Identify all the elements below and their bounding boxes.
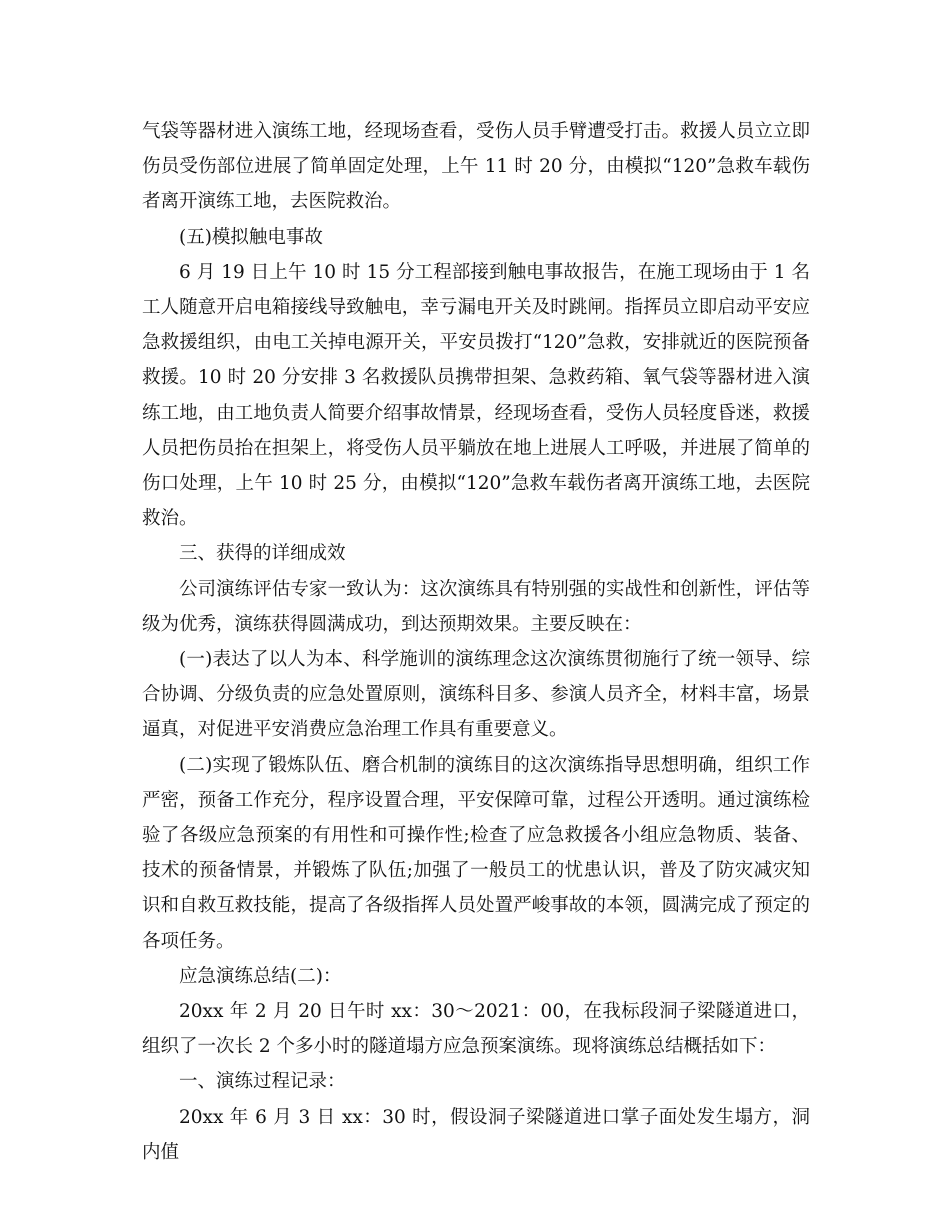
paragraph-result-two: (二)实现了锻炼队伍、磨合机制的演练目的这次演练指导思想明确，组织工作严密，预备工作充分，程序设置合理，平安保障可靠，过程公开透明。通过演练检验了各级应急预案的有用性和可操作性;检查了应急救援各小组应急物质、装备、技术的预备情景，并锻炼了队伍;加强了一般员工的忧患认识，普及了防灾减灾知识和自救互救技能，提高了各级指挥人员处置严峻事故的本领，圆满完成了预定的各项任务。 xyxy=(142,754,810,952)
paragraph-rescue-continued: 气袋等器材进入演练工地，经现场查看，受伤人员手臂遭受打击。救援人员立立即伤员受伤部位进展了简单固定处理，上午 11 时 20 分，由模拟“120”急救车载伤者离开演练工地，去医院救治。 xyxy=(142,121,810,213)
paragraph-summary-intro: 20xx 年 2 月 20 日午时 xx：30～2021：00，在我标段洞子梁隧道进口，组织了一次长 2 个多小时的隧道塌方应急预案演练。现将演练总结概括如下： xyxy=(142,1001,810,1058)
paragraph-result-one: (一)表达了以人为本、科学施训的演练理念这次演练贯彻施行了统一领导、综合协调、分级负责的应急处置原则，演练科目多、参演人员齐全，材料丰富，场景逼真，对促进平安消费应急治理工作具有重要意义。 xyxy=(142,649,810,741)
heading-summary-two: 应急演练总结(二)： xyxy=(179,965,342,987)
heading-electric-shock-drill: (五)模拟触电事故 xyxy=(179,226,323,248)
heading-drill-process: 一、演练过程记录： xyxy=(179,1071,346,1093)
paragraph-drill-record: 20xx 年 6 月 3 日 xx：30 时，假设洞子梁隧道进口掌子面处发生塌方，洞内值 xyxy=(142,1106,810,1163)
paragraph-electric-shock-details: 6 月 19 日上午 10 时 15 分工程部接到触电事故报告，在施工现场由于 1 名工人随意开启电箱接线导致触电，幸亏漏电开关及时跳闸。指挥员立即启动平安应急救援组织，由电工关掉电源开关，平安员拨打“120”急救，安排就近的医院预备救援。10 时 20 分安排 3 名救援队员携带担架、急救药箱、氧气袋等器材进入演练工地，由工地负责人简要介绍事故情景，经现场查看，受伤人员轻度昏迷，救援人员把伤员抬在担架上，将受伤人员平躺放在地上进展人工呼吸，并进展了简单的伤口处理，上午 10 时 25 分，由模拟“120”急救车载伤者离开演练工地，去医院救治。 xyxy=(142,261,810,530)
heading-results: 三、获得的详细成效 xyxy=(179,543,346,565)
document-page xyxy=(142,114,810,1170)
paragraph-expert-evaluation: 公司演练评估专家一致认为：这次演练具有特别强的实战性和创新性，评估等级为优秀，演练获得圆满成功，到达预期效果。主要反映在： xyxy=(142,578,810,635)
